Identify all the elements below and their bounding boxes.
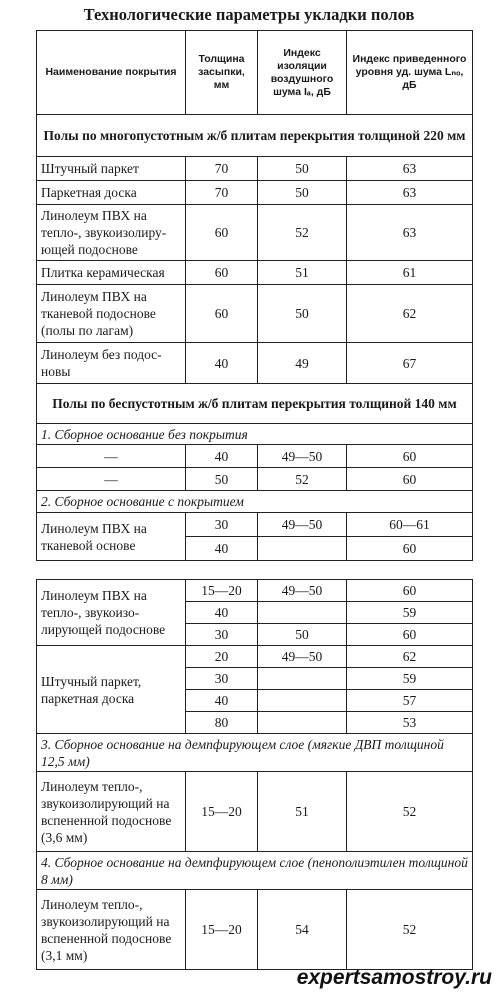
cell-thickness: 15—20 xyxy=(186,580,258,602)
section-header-row xyxy=(37,384,473,424)
cell-name: Линолеум тепло-, звукоизолирующий на вспененной подоснове (3,6 мм) xyxy=(37,772,186,852)
cell-impact: 63 xyxy=(347,181,473,205)
cell-impact: 60 xyxy=(347,468,473,491)
table-row xyxy=(37,580,473,602)
cell-air: 52 xyxy=(258,205,347,261)
cell-impact: 61 xyxy=(347,261,473,285)
section-title-220: Полы по многопустотным ж/б плитам перекрытия толщиной 220 мм xyxy=(37,115,473,157)
cell-name: — xyxy=(37,445,186,468)
cell-air xyxy=(258,690,347,712)
cell-impact: 53 xyxy=(347,712,473,734)
cell-air: 52 xyxy=(258,468,347,491)
cell-thickness: 40 xyxy=(186,602,258,624)
table-row xyxy=(37,181,473,205)
cell-impact: 52 xyxy=(347,890,473,970)
cell-thickness: 50 xyxy=(186,468,258,491)
parameters-table xyxy=(36,30,473,970)
cell-name: Плитка керамическая xyxy=(37,261,186,285)
cell-air: 49—50 xyxy=(258,513,347,537)
cell-thickness: 60 xyxy=(186,205,258,261)
subsection-label-2: 2. Сборное основание с покрытием xyxy=(37,491,473,513)
cell-impact: 60 xyxy=(347,445,473,468)
cell-impact: 60—61 xyxy=(347,513,473,537)
cell-air: 50 xyxy=(258,157,347,181)
cell-air: 49—50 xyxy=(258,445,347,468)
cell-thickness: 40 xyxy=(186,343,258,384)
cell-name: Линолеум ПВХ на тканевой основе xyxy=(37,513,186,561)
subsection-row xyxy=(37,734,473,772)
cell-impact: 62 xyxy=(347,285,473,343)
table-row xyxy=(37,445,473,468)
subsection-row xyxy=(37,852,473,890)
table-row xyxy=(37,261,473,285)
subsection-row xyxy=(37,491,473,513)
cell-thickness: 60 xyxy=(186,285,258,343)
cell-air: 49 xyxy=(258,343,347,384)
cell-air: 49—50 xyxy=(258,646,347,668)
table-row xyxy=(37,285,473,343)
subsection-label-4: 4. Сборное основание на демпфирующем слое (пенополиэтилен толщиной 8 мм) xyxy=(37,852,473,890)
cell-impact: 52 xyxy=(347,772,473,852)
cell-thickness: 20 xyxy=(186,646,258,668)
section-title-140: Полы по беспустотным ж/б плитам перекрытия толщиной 140 мм xyxy=(37,384,473,424)
cell-name: Линолеум ПВХ на тканевой подоснове (полы по лагам) xyxy=(37,285,186,343)
cell-name: Линолеум ПВХ на тепло-, звукоизолиру-ющей подоснове xyxy=(37,205,186,261)
header-impact-noise-index: Индекс приведенного уровня уд. шума Lₙₒ, дБ xyxy=(347,31,473,115)
gap-cell xyxy=(37,561,473,580)
cell-air: 50 xyxy=(258,285,347,343)
subsection-label-3: 3. Сборное основание на демпфирующем слое (мягкие ДВП толщиной 12,5 мм) xyxy=(37,734,473,772)
cell-thickness: 30 xyxy=(186,668,258,690)
cell-thickness: 30 xyxy=(186,624,258,646)
table-header-row xyxy=(37,31,473,115)
table-row xyxy=(37,646,473,668)
subsection-label-1: 1. Сборное основание без покрытия xyxy=(37,424,473,445)
section-header-row xyxy=(37,115,473,157)
table-gap xyxy=(37,561,473,580)
cell-air: 50 xyxy=(258,624,347,646)
cell-air: 49—50 xyxy=(258,580,347,602)
cell-thickness: 70 xyxy=(186,181,258,205)
header-coating-name: Наименование покрытия xyxy=(37,31,186,115)
page-title: Технологические параметры укладки полов xyxy=(83,5,415,24)
cell-impact: 60 xyxy=(347,537,473,561)
subsection-row xyxy=(37,424,473,445)
table-row xyxy=(37,513,473,537)
cell-name: Штучный паркет xyxy=(37,157,186,181)
cell-impact: 63 xyxy=(347,157,473,181)
table-row xyxy=(37,890,473,970)
cell-air xyxy=(258,537,347,561)
cell-air xyxy=(258,712,347,734)
cell-name: Линолеум ПВХ на тепло-, звукоизо-лирующей подоснове xyxy=(37,580,186,646)
cell-name: Линолеум тепло-, звукоизолирующий на вспененной подоснове (3,1 мм) xyxy=(37,890,186,970)
cell-impact: 60 xyxy=(347,580,473,602)
cell-thickness: 15—20 xyxy=(186,890,258,970)
cell-thickness: 40 xyxy=(186,537,258,561)
cell-thickness: 30 xyxy=(186,513,258,537)
cell-name: Паркетная доска xyxy=(37,181,186,205)
cell-impact: 62 xyxy=(347,646,473,668)
cell-impact: 63 xyxy=(347,205,473,261)
header-air-noise-index: Индекс изоляции воздушного шума Iₐ, дБ xyxy=(258,31,347,115)
cell-name: Штучный паркет, паркетная доска xyxy=(37,646,186,734)
cell-air: 51 xyxy=(258,261,347,285)
table-row xyxy=(37,468,473,491)
cell-impact: 59 xyxy=(347,602,473,624)
cell-air: 51 xyxy=(258,772,347,852)
cell-name: Линолеум без подос-новы xyxy=(37,343,186,384)
table-row xyxy=(37,772,473,852)
cell-thickness: 80 xyxy=(186,712,258,734)
cell-thickness: 15—20 xyxy=(186,772,258,852)
cell-name: — xyxy=(37,468,186,491)
cell-air: 50 xyxy=(258,181,347,205)
header-fill-thickness: Толщина засыпки, мм xyxy=(186,31,258,115)
cell-thickness: 40 xyxy=(186,690,258,712)
table-row xyxy=(37,343,473,384)
cell-thickness: 40 xyxy=(186,445,258,468)
cell-thickness: 70 xyxy=(186,157,258,181)
table-row xyxy=(37,205,473,261)
cell-impact: 67 xyxy=(347,343,473,384)
cell-air: 54 xyxy=(258,890,347,970)
cell-air xyxy=(258,602,347,624)
cell-air xyxy=(258,668,347,690)
cell-impact: 60 xyxy=(347,624,473,646)
table-row xyxy=(37,157,473,181)
cell-impact: 57 xyxy=(347,690,473,712)
cell-impact: 59 xyxy=(347,668,473,690)
cell-thickness: 60 xyxy=(186,261,258,285)
watermark-text: expertsamostroy.ru xyxy=(296,966,492,989)
